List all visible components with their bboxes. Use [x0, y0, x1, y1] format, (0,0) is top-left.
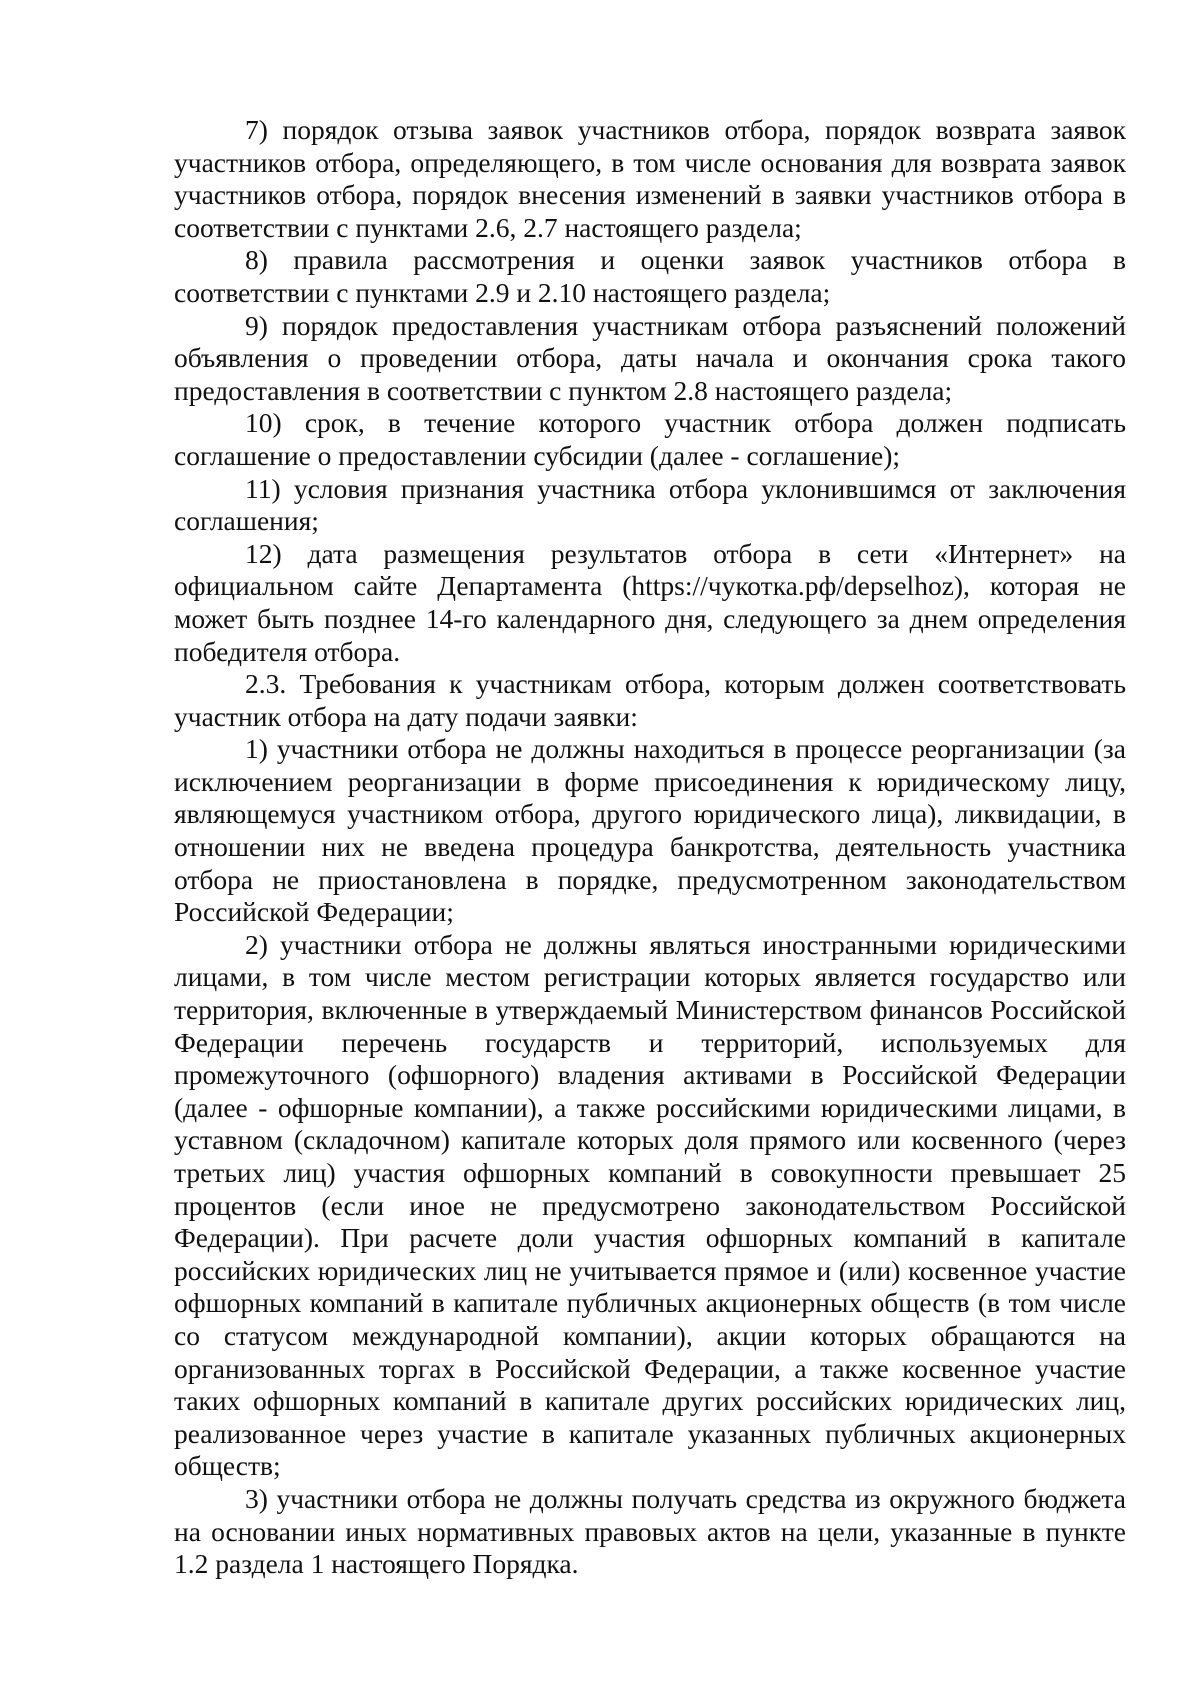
- document-body: [174, 114, 1126, 1581]
- paragraph-item-7: 7) порядок отзыва заявок участников отбора, порядок возврата заявок участников отбора, определяющего, в том числе основания для возврата заявок участников отбора, порядок внесения изменений в заявки участников отбора в соответствии с пунктами 2.6, 2.7 настоящего раздела;: [174, 114, 1126, 243]
- paragraph-item-12: 12) дата размещения результатов отбора в сети «Интернет» на официальном сайте Департамента (https://чукотка.рф/depselhoz), которая не может быть позднее 14-го календарного дня, следующего за днем определения победителя отбора.: [174, 537, 1126, 667]
- paragraph-item-10: 10) срок, в течение которого участник отбора должен подписать соглашение о предоставлении субсидии (далее - соглашение);: [174, 407, 1126, 471]
- paragraph-section-2-3: 2.3. Требования к участникам отбора, которым должен соответствовать участник отбора на дату подачи заявки:: [174, 668, 1126, 732]
- paragraph-requirement-2: 2) участники отбора не должны являться иностранными юридическими лицами, в том числе местом регистрации которых является государство или территория, включенные в утверждаемый Министерством финансов Российской Федерации перечень государств и территорий, используемых для промежуточного (офшорного) владения активами в Российской Федерации (далее - офшорные компании), а также российскими юридическими лицами, в уставном (складочном) капитале которых доля прямого или косвенного (через третьих лиц) участия офшорных компаний в совокупности превышает 25 процентов (если иное не предусмотрено законодательством Российской Федерации). При расчете доли участия офшорных компаний в капитале российских юридических лиц не учитывается прямое и (или) косвенное участие офшорных компаний в капитале публичных акционерных обществ (в том числе со статусом международной компании), акции которых обращаются на организованных торгах в Российской Федерации, а также косвенное участие таких офшорных компаний в капитале других российских юридических лиц, реализованное через участие в капитале указанных публичных акционерных обществ;: [174, 928, 1126, 1482]
- paragraph-item-11: 11) условия признания участника отбора уклонившимся от заключения соглашения;: [174, 472, 1126, 537]
- paragraph-requirement-3: 3) участники отбора не должны получать средства из окружного бюджета на основании иных нормативных правовых актов на цели, указанные в пункте 1.2 раздела 1 настоящего Порядка.: [174, 1482, 1126, 1580]
- paragraph-item-8: 8) правила рассмотрения и оценки заявок участников отбора в соответствии с пунктами 2.9 и 2.10 настоящего раздела;: [174, 244, 1126, 308]
- paragraph-requirement-1: 1) участники отбора не должны находиться в процессе реорганизации (за исключением реорганизации в форме присоединения к юридическому лицу, являющемуся участником отбора, другого юридического лица), ликвидации, в отношении них не введена процедура банкротства, деятельность участника отбора не приостановлена в порядке, предусмотренном законодательством Российской Федерации;: [174, 733, 1126, 928]
- paragraph-item-9: 9) порядок предоставления участникам отбора разъяснений положений объявления о проведении отбора, даты начала и окончания срока такого предоставления в соответствии с пунктом 2.8 настоящего раздела;: [174, 309, 1126, 406]
